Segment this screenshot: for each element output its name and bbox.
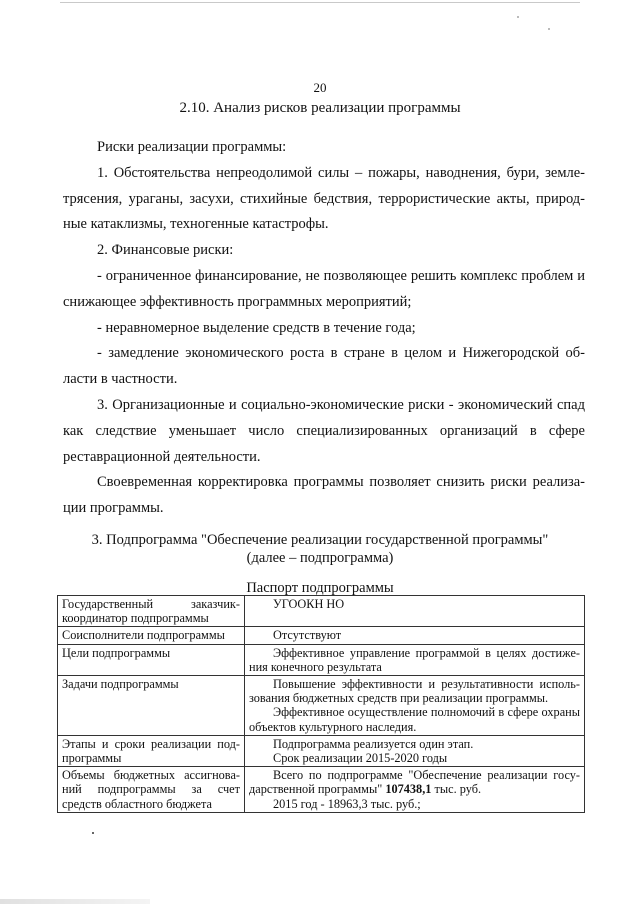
passport-caption: Паспорт подпрограммы [246, 580, 394, 596]
row-value: Подпрограмма реализуется один этап. Срок реализации 2015-2020 годы [245, 735, 585, 766]
section-title: 2.10. Анализ рисков реализации программы [179, 100, 461, 116]
row-label: Задачи подпрограммы [58, 676, 245, 736]
table-row [58, 644, 585, 675]
table-row [58, 767, 585, 813]
subprogram-title [60, 531, 580, 567]
row-value: Повышение эффективности и результативности исполь-зования бюджетных средств при реализации программы. Эффективное осуществление полномочий в сфере охраны объектов культурного наследия. [245, 676, 585, 736]
table-row [58, 676, 585, 736]
scan-top-line [60, 2, 580, 3]
paragraph: 1. Обстоятельства непреодолимой силы – пожары, наводнения, бури, земле-трясения, ураганы, засухи, стихийные бедствия, террористические акты, природ-ные катаклизмы, техногенные катастрофы. [63, 164, 585, 233]
subprogram-title-line: (далее – подпрограмма) [246, 550, 394, 566]
row-value: Эффективное управление программой в целях достиже-ния конечного результата [245, 644, 585, 675]
page-number: 20 [313, 80, 327, 95]
row-value: Всего по подпрограмме "Обеспечение реализации госу-дарственной программы" 107438,1 тыс. руб. 2015 год - 18963,3 тыс. руб.; [245, 767, 585, 813]
row-label: Этапы и сроки реализации под-программы [58, 735, 245, 766]
scan-dot [92, 832, 94, 834]
table-row [58, 596, 585, 627]
paragraph: 2. Финансовые риски: [97, 242, 234, 259]
paragraph: Своевременная корректировка программы позволяет снизить риски реализа-ции программы. [63, 474, 585, 517]
row-label: Объемы бюджетных ассигнова-ний подпрограммы за счет средств областного бюджета [58, 767, 245, 813]
body-text [63, 135, 585, 522]
scan-bottom-mark [0, 899, 150, 904]
paragraph: - неравномерное выделение средств в течение года; [97, 319, 416, 336]
row-label: Государственный заказчик-координатор подпрограммы [58, 596, 245, 627]
table-row [58, 735, 585, 766]
budget-total: 107438,1 [385, 782, 432, 797]
row-label: Цели подпрограммы [58, 644, 245, 675]
paragraph: Риски реализации программы: [97, 139, 287, 155]
passport-table [57, 595, 585, 813]
table-row [58, 627, 585, 644]
row-value: Отсутствуют [245, 627, 585, 644]
paragraph: - ограниченное финансирование, не позволяющее решить комплекс проблем и снижающее эффективность программных мероприятий; [63, 267, 585, 310]
subprogram-title-line: 3. Подпрограмма "Обеспечение реализации государственной программы" [91, 532, 549, 548]
scan-dot [517, 16, 519, 18]
paragraph: 3. Организационные и социально-экономические риски - экономический спад как следствие уменьшает число специализированных организаций в сфере реставрационной деятельности. [63, 396, 585, 465]
row-label: Соисполнители подпрограммы [58, 627, 245, 644]
paragraph: - замедление экономического роста в стране в целом и Нижегородской об-ласти в частности. [63, 345, 585, 388]
row-value: УГООКН НО [245, 596, 585, 627]
scan-dot [548, 28, 550, 30]
